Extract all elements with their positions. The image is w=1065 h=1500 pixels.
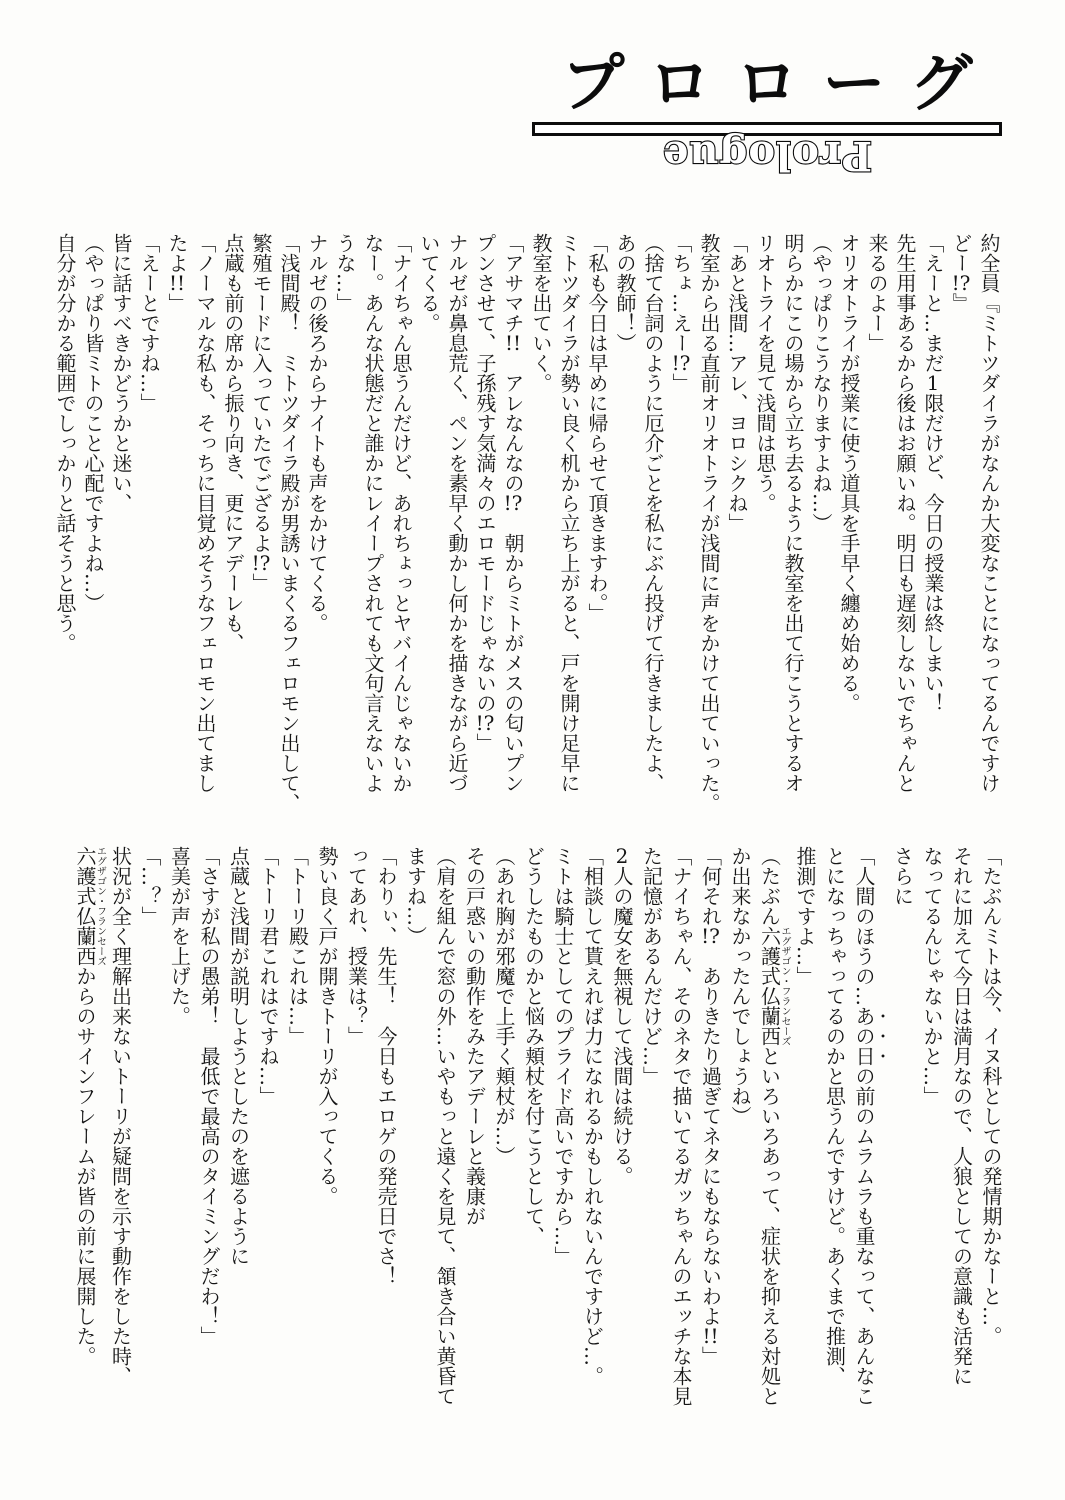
tatechuyoko-text: !? — [251, 553, 271, 573]
text-column: 「ナイちゃん、そのネタで描いてるガッちゃんのエッチな本見 — [669, 846, 693, 1406]
text-column: その戸惑いの動作をみたアデーレと義康が — [462, 846, 487, 1226]
text-column: どうしたものかと悩み頬杖を付こうとして、 — [521, 846, 546, 1246]
text-column: それに加えて今日は満月なので、人狼としての意識も活発に — [949, 846, 974, 1386]
text-column: うな…」 — [333, 233, 357, 313]
text-column: （捨て台詞のように厄介ごとを私にぶん投げて行きましたよ、 — [641, 233, 665, 793]
text-column: 「あと浅間…アレ、ヨロシクね」 — [725, 233, 749, 533]
text-column: 「さすが私の愚弟！ 最低で最高のタイミングだわ！」 — [197, 846, 221, 1346]
ruby-annotated-term: 六護式仏蘭西エグザゴン・フランセーズ — [757, 926, 790, 1046]
page-title: プロローグ — [561, 46, 997, 120]
text-column: ナルゼの後ろからナイトも声をかけてくる。 — [305, 233, 329, 633]
text-column: あの教師！） — [613, 233, 637, 353]
text-column: なってるんじゃないかと…」 — [920, 846, 944, 1106]
text-column: （たぶん六護式仏蘭西エグザゴン・フランセーズといろいろあって、症状を抑える対処と — [757, 846, 790, 1406]
text-column: ミトツダイラが勢い良く机から立ち上がると、戸を開け足早に — [557, 233, 581, 793]
text-column: か出来なかったんでしょうね） — [728, 846, 752, 1126]
text-column: 「えーとですね…」 — [137, 233, 161, 413]
tatechuyoko-text: 2 — [615, 846, 629, 866]
text-column: 「何それ!? ありきたり過ぎてネタにもならないわよ!!」 — [698, 846, 723, 1366]
emphasized-text: あの日 — [852, 1006, 876, 1066]
ruby-annotated-term: 六護式仏蘭西エグザゴン・フランセーズ — [73, 846, 106, 966]
text-column: いてくる。 — [417, 233, 441, 333]
text-column: 明らかにこの場から立ち去るように教室を出て行こうとするオ — [781, 233, 805, 793]
tatechuyoko-text: !! — [168, 273, 186, 293]
text-column: 「ノーマルな私も、そっちに目覚めそうなフェロモン出てまし — [193, 233, 217, 793]
text-column: とになっちゃってるのかと思うんですけど。あくまで推測、 — [822, 846, 847, 1386]
lower-text-block — [70, 846, 1006, 1466]
text-column: 先生用事あるから後はお願いね。明日も遅刻しないでちゃんと — [893, 233, 917, 793]
page-title-english-flipped: Prologue — [661, 132, 873, 180]
tatechuyoko-text: !? — [951, 273, 971, 293]
text-column: たよ!!」 — [165, 233, 189, 313]
text-column: 勢い良く戸が開きトーリが入ってくる。 — [315, 846, 339, 1206]
text-column: 喜美が声を上げた。 — [167, 846, 192, 1026]
text-column: 自分が分かる範囲でしっかりと話そうと思う。 — [53, 233, 77, 653]
text-column: 約全員『ミトツダイラがなんか大変なことになってるんですけ — [977, 233, 1001, 793]
text-column: 教室を出ていく。 — [529, 233, 553, 393]
text-column: 皆に話すべきかどうかと迷い、 — [109, 233, 133, 513]
text-column: 「たぶんミトは今、イヌ科としての発情期かなーと…。 — [979, 846, 1003, 1346]
text-column: （肩を組んで窓の外…いやもっと遠くを見て、頷き合い黄昏て — [433, 846, 457, 1406]
text-column: 「浅間殿！ ミトツダイラ殿が男誘いまくるフェロモン出して、 — [277, 233, 301, 813]
text-column: 「…？」 — [138, 846, 162, 926]
text-column: どー!?』 — [949, 233, 973, 313]
text-column: 推測ですよ…」 — [793, 846, 817, 986]
text-column: 「トーリ君これはですね…」 — [256, 846, 280, 1106]
text-column: 「ちょ…えー!?」 — [669, 233, 693, 393]
tatechuyoko-text: !? — [671, 353, 691, 373]
text-column: プンさせて、子孫残す気満々のエロモードじゃないの!?」 — [473, 233, 497, 753]
text-column: 「相談して貰えれば力になれるかもしれないんですけど…。 — [580, 846, 605, 1386]
text-column: 来るのよー」 — [865, 233, 889, 353]
text-column: 点蔵も前の席から振り向き、更にアデーレも、 — [221, 233, 245, 653]
text-column: 繁殖モードに入っていたでござるよ!?」 — [249, 233, 273, 593]
text-column: （やっぱりこうなりますよね…） — [809, 233, 833, 533]
text-column: ってあれ、授業は？」 — [344, 846, 369, 1046]
text-column: （やっぱり皆ミトのこと心配ですよね…） — [81, 233, 105, 613]
text-column: 状況が全く理解出来ないトーリが疑問を示す動作をした時、 — [108, 846, 133, 1386]
text-column: ナルゼが鼻息荒く、ペンを素早く動かし何かを描きながら近づ — [445, 233, 469, 793]
text-column: ますね…） — [403, 846, 428, 946]
tatechuyoko-text: !! — [504, 333, 522, 353]
upper-text-block — [51, 233, 1003, 825]
tatechuyoko-text: !? — [503, 493, 523, 513]
tatechuyoko-text: 1 — [926, 373, 940, 393]
text-column: オリオトライが授業に使う道具を手早く纏め始める。 — [837, 233, 861, 713]
tatechuyoko-text: !? — [701, 926, 720, 946]
text-column: 「アサマチ!! アレなんなの!? 朝からミトがメスの匂いプン — [501, 233, 525, 793]
text-column: なー。あんな状態だと誰かにレイープされても文句言えないよ — [361, 233, 385, 793]
text-column: 「人間のほうの…あの日の前のムラムラも重なって、あんなこ — [852, 846, 876, 1406]
text-column: 「ナイちゃん思うんだけど、あれちょっとヤバイんじゃないか — [389, 233, 413, 793]
text-column: さらに — [890, 846, 915, 906]
tatechuyoko-text: !? — [475, 713, 495, 733]
text-column: 「私も今日は早めに帰らせて頂きますわ。」 — [585, 233, 609, 623]
text-column: 点蔵と浅間が説明しようとしたのを遮るように — [226, 846, 251, 1266]
text-column: 「わりぃ、先生！ 今日もエロゲの発売日でさ！ — [374, 846, 398, 1286]
text-column: 教室から出る直前オリオトライが浅間に声をかけて出ていった。 — [697, 233, 721, 813]
text-column: 六護式仏蘭西エグザゴン・フランセーズからのサインフレームが皆の前に展開した。 — [73, 846, 106, 1366]
text-column: ミトは騎士としてのプライド高いですから…」 — [551, 846, 575, 1266]
text-column: リオトライを見て浅間は思う。 — [753, 233, 777, 513]
text-column: 「トーリ殿これは…」 — [285, 846, 310, 1046]
prologue-header — [532, 46, 1002, 180]
text-column: 2人の魔女を無視して浅間は続ける。 — [610, 846, 634, 1186]
text-column: た記憶があるんだけど…」 — [639, 846, 664, 1086]
text-column: （あれ胸が邪魔で上手く頬杖が…） — [492, 846, 516, 1166]
tatechuyoko-text: !! — [702, 1326, 719, 1346]
text-column: 「えーと…まだ1限だけど、今日の授業は終しまい！ — [921, 233, 945, 713]
